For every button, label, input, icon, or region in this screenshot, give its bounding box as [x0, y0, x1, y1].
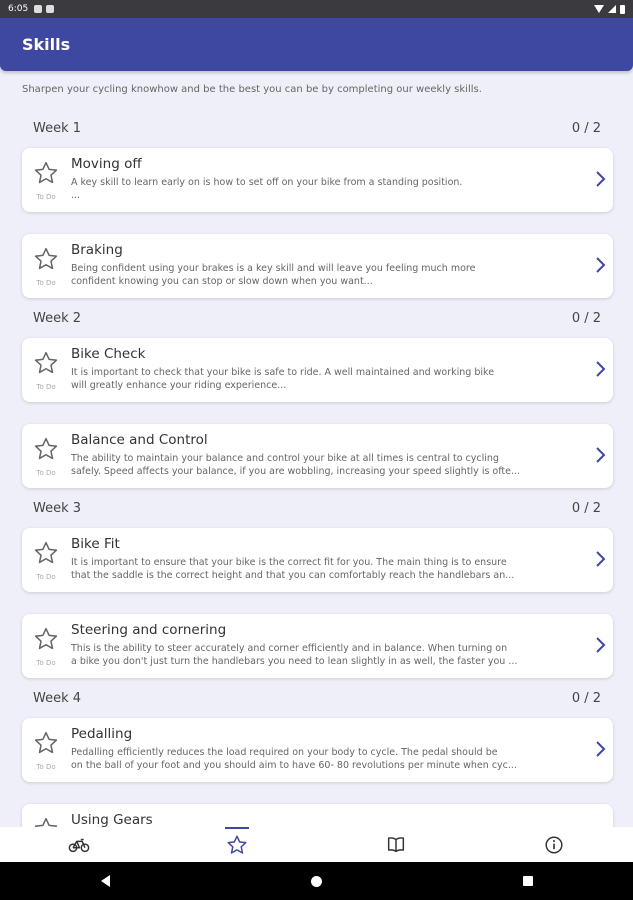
- week-progress: 0 / 2: [571, 121, 601, 136]
- skill-description: Being confident using your brakes is a key skill and will leave you feeling much more confident knowing you can stop or slow down when you want...: [71, 263, 476, 287]
- skill-description: The ability to maintain your balance and control your bike at all times is central to cycling safely. Speed affects your balance, if you are wobbling, increasing your speed slightly is ofte...: [71, 453, 521, 477]
- skill-description: It is important to ensure that your bike is the correct fit for you. The main thing is to ensure that the saddle is the correct height and that you can comfortably reach the handlebars an...: [71, 557, 515, 581]
- chevron-right-icon: [595, 256, 607, 274]
- skill-card-moving-off[interactable]: [22, 148, 613, 212]
- week-progress: 0 / 2: [571, 311, 601, 326]
- skill-title: Bike Check: [71, 346, 146, 362]
- status-label: To Do: [36, 659, 56, 667]
- week-header: [33, 311, 601, 326]
- skills-list[interactable]: [0, 71, 633, 827]
- week-label: Week 1: [33, 121, 82, 136]
- star-outline-icon[interactable]: [33, 816, 59, 827]
- skill-description: This is the ability to steer accurately and corner efficiently and in balance. When turning on a bike you don't just turn the handlebars you need to lean slightly in as well, the faster you ...: [71, 643, 518, 667]
- week-header: [33, 691, 601, 706]
- week-label: Week 3: [33, 501, 82, 516]
- chevron-right-icon: [595, 740, 607, 758]
- skill-card-using-gears[interactable]: [22, 804, 613, 827]
- star-outline-icon[interactable]: [33, 246, 59, 272]
- week-header: [33, 501, 601, 516]
- week-label: Week 2: [33, 311, 82, 326]
- star-outline-icon[interactable]: [33, 436, 59, 462]
- star-outline-icon[interactable]: [33, 730, 59, 756]
- star-icon: [226, 834, 248, 856]
- recent-apps-icon[interactable]: [523, 876, 533, 886]
- star-outline-icon[interactable]: [33, 160, 59, 186]
- skill-title: Braking: [71, 242, 123, 258]
- app-bar: [0, 18, 633, 71]
- status-label: To Do: [36, 573, 56, 581]
- system-navigation-bar: [0, 862, 633, 900]
- battery-icon: [620, 5, 625, 14]
- nav-item-skills[interactable]: [158, 827, 316, 862]
- skill-title: Using Gears: [71, 812, 153, 827]
- skill-description: A key skill to learn early on is how to set off on your bike from a standing position. ...: [71, 177, 463, 201]
- notification-icon: [34, 5, 42, 13]
- signal-icon: [608, 5, 616, 13]
- week-progress: 0 / 2: [571, 501, 601, 516]
- chevron-right-icon: [595, 550, 607, 568]
- nav-item-guides[interactable]: [317, 827, 475, 862]
- status-label: To Do: [36, 383, 56, 391]
- chevron-right-icon: [595, 170, 607, 188]
- page-title: Skills: [22, 35, 71, 54]
- status-label: To Do: [36, 763, 56, 771]
- star-outline-icon[interactable]: [33, 540, 59, 566]
- status-label: To Do: [36, 469, 56, 477]
- chevron-right-icon: [595, 636, 607, 654]
- week-label: Week 4: [33, 691, 82, 706]
- chevron-right-icon: [595, 360, 607, 378]
- chevron-right-icon: [595, 446, 607, 464]
- skill-card-balance-and-control[interactable]: [22, 424, 613, 488]
- skill-card-bike-fit[interactable]: [22, 528, 613, 592]
- back-icon[interactable]: [101, 875, 110, 887]
- skill-title: Bike Fit: [71, 536, 120, 552]
- skill-title: Pedalling: [71, 726, 133, 742]
- bottom-nav: [0, 827, 633, 862]
- status-label: To Do: [36, 279, 56, 287]
- intro-text: Sharpen your cycling knowhow and be the best you can be by completing our weekly skills.: [22, 84, 482, 95]
- star-outline-icon[interactable]: [33, 626, 59, 652]
- skill-description: Pedalling efficiently reduces the load required on your body to cycle. The pedal should be on the ball of your foot and you should aim to have 60- 80 revolutions per minute when cyc...: [71, 747, 517, 771]
- status-time: 6:05: [8, 4, 29, 14]
- skill-title: Steering and cornering: [71, 622, 227, 638]
- home-icon[interactable]: [311, 876, 322, 887]
- skill-description: It is important to check that your bike is safe to ride. A well maintained and working bike will greatly enhance your riding experience...: [71, 367, 495, 391]
- skill-card-bike-check[interactable]: [22, 338, 613, 402]
- week-header: [33, 121, 601, 136]
- skill-title: Balance and Control: [71, 432, 208, 448]
- star-outline-icon[interactable]: [33, 350, 59, 376]
- week-progress: 0 / 2: [571, 691, 601, 706]
- skill-card-steering-and-cornering[interactable]: [22, 614, 613, 678]
- bike-icon: [68, 834, 90, 856]
- skill-card-braking[interactable]: [22, 234, 613, 298]
- nav-item-info[interactable]: [475, 827, 633, 862]
- nav-item-rides[interactable]: [0, 827, 158, 862]
- wifi-icon: [594, 5, 604, 13]
- skill-card-pedalling[interactable]: [22, 718, 613, 782]
- status-bar: [0, 0, 633, 18]
- info-icon: [543, 834, 565, 856]
- sd-card-icon: [46, 5, 54, 13]
- skill-title: Moving off: [71, 156, 142, 172]
- status-label: To Do: [36, 193, 56, 201]
- book-icon: [385, 834, 407, 856]
